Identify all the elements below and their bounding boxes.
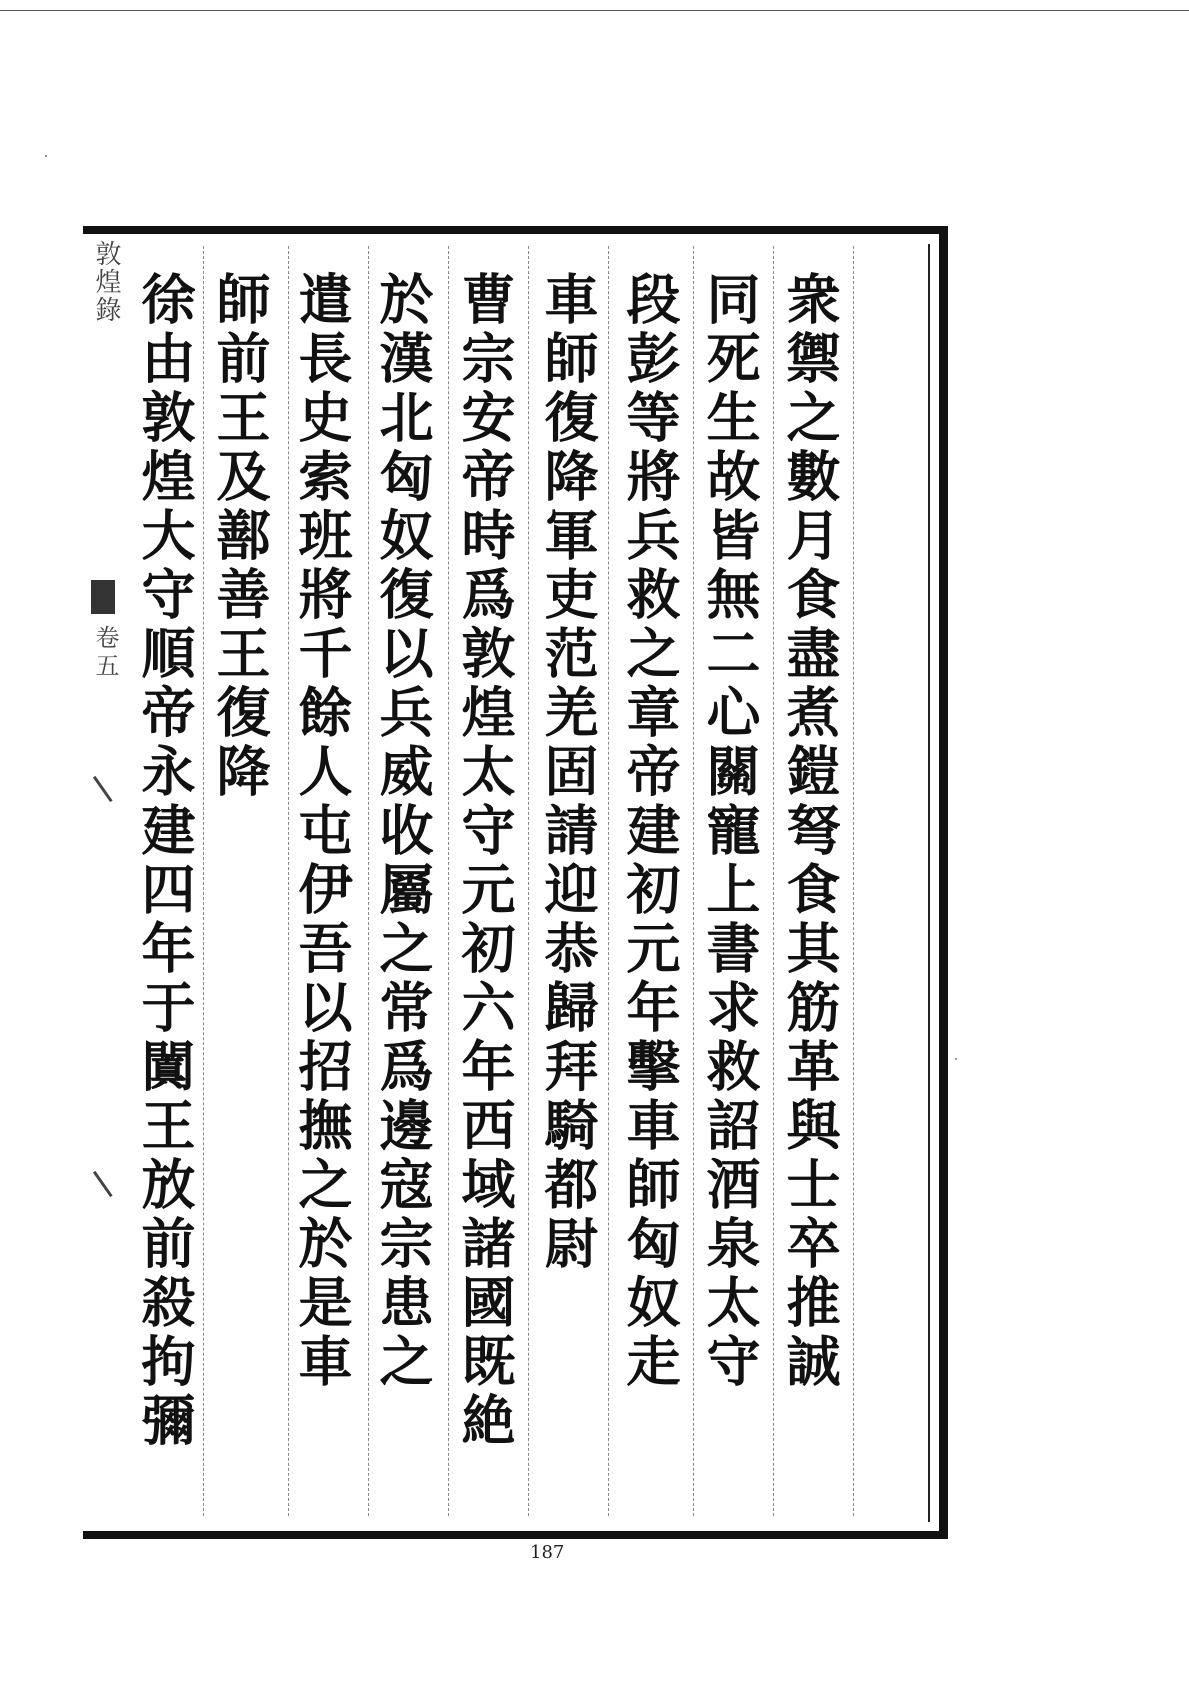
- margin-volume-label: 卷五: [91, 625, 119, 681]
- text-column-1: 衆禦之數月食盡煮鎧弩食其筋革與士卒推誠: [778, 271, 842, 1392]
- page-frame: [83, 226, 948, 1539]
- column-rule: [288, 246, 289, 1516]
- column-rule: [693, 246, 694, 1516]
- text-column-6: 於漢北匈奴復以兵威收屬之常爲邊寇宗患之: [371, 271, 435, 1392]
- text-column-8: 師前王及鄯善王復降: [208, 271, 272, 802]
- column-rule: [203, 246, 204, 1516]
- scan-speck: [955, 1058, 957, 1060]
- column-rule: [368, 246, 369, 1516]
- frame-right-border: [939, 226, 948, 1539]
- column-rule: [448, 246, 449, 1516]
- scan-top-border: [0, 10, 1189, 11]
- seal-mark: [91, 580, 115, 614]
- column-rule: [773, 246, 774, 1516]
- text-column-4: 車師復降軍吏范羌固請迎恭歸拜騎都尉: [536, 271, 600, 1274]
- text-column-9: 徐由敦煌大守順帝永建四年于闐王放前殺拘彌: [133, 271, 197, 1451]
- text-column-3: 段彭等將兵救之章帝建初元年擊車師匈奴走: [618, 271, 682, 1392]
- column-rule: [608, 246, 609, 1516]
- text-column-2: 同死生故皆無二心關寵上書求救詔酒泉太守: [698, 271, 762, 1392]
- column-rule: [528, 246, 529, 1516]
- margin-book-title: 敦煌錄: [91, 240, 121, 324]
- scan-speck: [45, 155, 47, 157]
- frame-top-border: [83, 226, 943, 234]
- page-number: 187: [530, 1542, 565, 1563]
- frame-inner-border: [928, 244, 930, 1522]
- text-column-5: 曹宗安帝時爲敦煌太守元初六年西域諸國既絶: [453, 271, 517, 1451]
- column-rule: [853, 246, 854, 1516]
- text-column-7: 遣長史索班將千餘人屯伊吾以招撫之於是車: [290, 271, 354, 1392]
- frame-bottom-border: [83, 1531, 943, 1539]
